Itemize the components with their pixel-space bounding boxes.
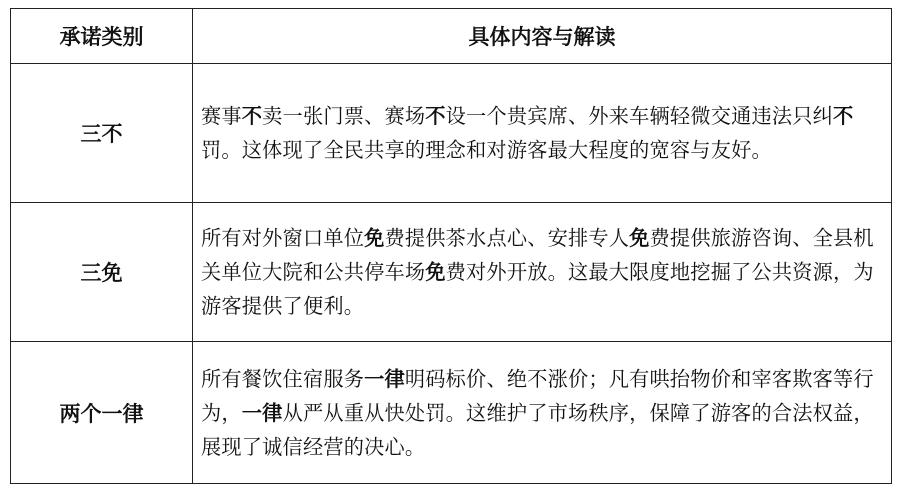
content-text: 赛事 xyxy=(201,104,242,128)
keyword-bold: 不 xyxy=(833,104,854,128)
content-text: 从严从重从快处罚。这维护了市场秩序，保障了游客的合法权益，展现了诚信经营的决心。 xyxy=(201,400,874,459)
content-text: 罚。这体现了全民共享的理念和对游客最大程度的宽容与友好。 xyxy=(201,138,772,162)
table-row xyxy=(11,203,892,342)
table-row xyxy=(11,342,892,484)
content-text: 费提供茶水点心、安排专人 xyxy=(384,226,630,250)
header-row xyxy=(11,9,892,64)
category-cell: 三不 xyxy=(11,64,193,203)
content-text: 所有对外窗口单位 xyxy=(201,226,365,250)
content-text: 明码标价、绝不涨价；凡有哄抬物价和宰客欺客等行为， xyxy=(201,366,874,425)
keyword-bold: 不 xyxy=(241,104,263,128)
content-cell xyxy=(193,342,892,484)
keyword-bold: 免 xyxy=(364,226,385,250)
keyword-bold: 免 xyxy=(425,260,446,284)
content-text: 所有餐饮住宿服务 xyxy=(201,366,365,391)
content-text: 费提供旅游咨询、全县机关单位大院和公共停车场 xyxy=(201,226,874,284)
content-text: 设一个贵宾席、外来车辆轻微交通违法只纠 xyxy=(445,104,834,128)
pledge-table xyxy=(10,8,892,484)
content-cell xyxy=(193,64,892,203)
keyword-bold: 不 xyxy=(425,104,446,128)
header-content: 具体内容与解读 xyxy=(193,9,892,64)
category-cell: 三免 xyxy=(11,203,193,342)
keyword-bold: 一律 xyxy=(364,366,405,391)
keyword-bold: 一律 xyxy=(241,400,283,425)
content-text: 费对外开放。这最大限度地挖掘了公共资源，为游客提供了便利。 xyxy=(201,260,874,318)
keyword-bold: 免 xyxy=(629,226,650,250)
content-text: 卖一张门票、赛场 xyxy=(262,104,426,128)
content-cell xyxy=(193,203,892,342)
table-row xyxy=(11,64,892,203)
header-category: 承诺类别 xyxy=(11,9,193,64)
category-cell: 两个一律 xyxy=(11,342,193,484)
